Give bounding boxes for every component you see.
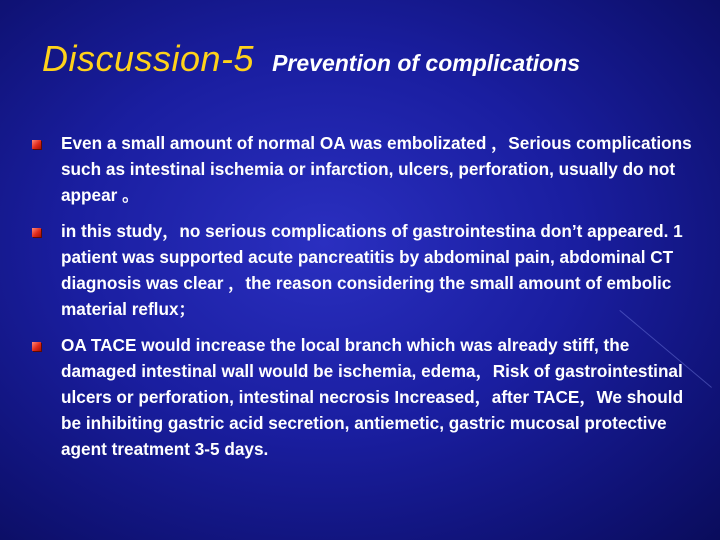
bullet-item <box>32 332 702 462</box>
title-main: Discussion-5 <box>42 38 255 79</box>
bullet-list <box>32 130 702 472</box>
bullet-text: in this study，no serious complications of gastrointestina don’t appeared. 1 patient was supported acute pancreatitis by abdominal pain, abdominal CT diagnosis was clear ，the reason considering the small amount of embolic material reflux； <box>61 221 683 319</box>
square-bullet-icon <box>32 228 41 237</box>
square-bullet-icon <box>32 342 41 351</box>
bullet-item <box>32 218 702 322</box>
slide-title <box>42 38 702 80</box>
square-bullet-icon <box>32 140 41 149</box>
bullet-item <box>32 130 702 208</box>
bullet-text: OA TACE would increase the local branch which was already stiff, the damaged intestinal wall would be ischemia, edema，Risk of gastrointestinal ulcers or perforation, intestinal necrosis Increased，after TACE，We should be inhibiting gastric acid secretion, antiemetic, gastric mucosal protective agent treatment 3-5 days. <box>61 335 684 459</box>
bullet-text: Even a small amount of normal OA was embolizated ，Serious complications such as intestinal ischemia or infarction, ulcers, perforation, usually do not appear 。 <box>61 133 692 205</box>
title-subtitle: Prevention of complications <box>272 50 581 76</box>
